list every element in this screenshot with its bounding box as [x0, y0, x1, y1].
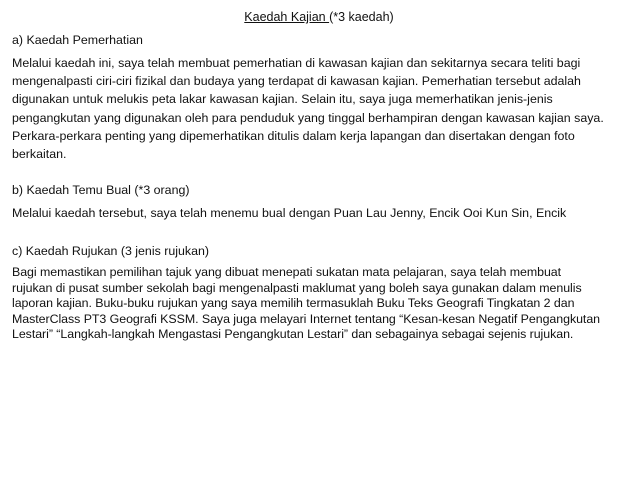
page-title-note: (*3 kaedah)	[329, 10, 394, 24]
paragraph-line: pengangkutan yang digunakan oleh para penduduk yang tinggal berhampiran dengan kawasan kajian saya.	[12, 110, 604, 125]
page-title-underlined: Kaedah Kajian	[244, 10, 330, 24]
paragraph-line: Melalui kaedah tersebut, saya telah menemu bual dengan Puan Lau Jenny, Encik Ooi Kun Sin, Encik	[12, 206, 567, 220]
section-heading: b) Kaedah Temu Bual (*3 orang)	[12, 183, 190, 197]
section-heading: a) Kaedah Pemerhatian	[12, 33, 143, 47]
section-rujukan-body	[12, 265, 630, 343]
paragraph-line: Melalui kaedah ini, saya telah membuat pemerhatian di kawasan kajian dan sekitarnya secara teliti bagi	[12, 56, 581, 70]
section-rujukan	[12, 242, 630, 260]
section-temu-bual	[12, 181, 630, 199]
paragraph-line: rujukan di pusat sumber sekolah bagi mengenalpasti maklumat yang boleh saya gunakan dalam menulis	[12, 280, 582, 295]
paragraph-line: Lestari” “Langkah-langkah Mengastasi Pengangkutan Lestari” dan sebagainya sebagai sejenis rujukan.	[12, 327, 574, 341]
paragraph-line: MasterClass PT3 Geografi KSSM. Saya juga melayari Internet tentang “Kesan-kesan Negatif Pengangkutan	[12, 311, 601, 326]
section-pemerhatian-body	[12, 54, 630, 163]
section-heading: c) Kaedah Rujukan (3 jenis rujukan)	[12, 244, 209, 258]
paragraph-line: laporan kajian. Buku-buku rujukan yang saya memilih termasuklah Buku Teks Geografi Tingkatan 2 dan	[12, 296, 575, 310]
paragraph-line: Perkara-perkara penting yang dipemerhatikan ditulis dalam kerja lapangan dan disertakan dengan foto	[12, 128, 575, 143]
page-title	[0, 9, 638, 25]
paragraph-line: mengenalpasti ciri-ciri fizikal dan budaya yang terdapat di kawasan kajian. Pemerhatian tersebut adalah	[12, 74, 581, 89]
paragraph-line: berkaitan.	[12, 147, 67, 162]
section-temu-bual-body	[12, 204, 630, 222]
paragraph-line: Bagi memastikan pemilihan tajuk yang dibuat menepati sukatan mata pelajaran, saya telah membuat	[12, 265, 562, 279]
paragraph-line: digunakan untuk melukis peta lakar kawasan kajian. Selain itu, saya juga memerhatikan jenis-jenis	[12, 92, 553, 107]
section-pemerhatian	[12, 31, 630, 49]
